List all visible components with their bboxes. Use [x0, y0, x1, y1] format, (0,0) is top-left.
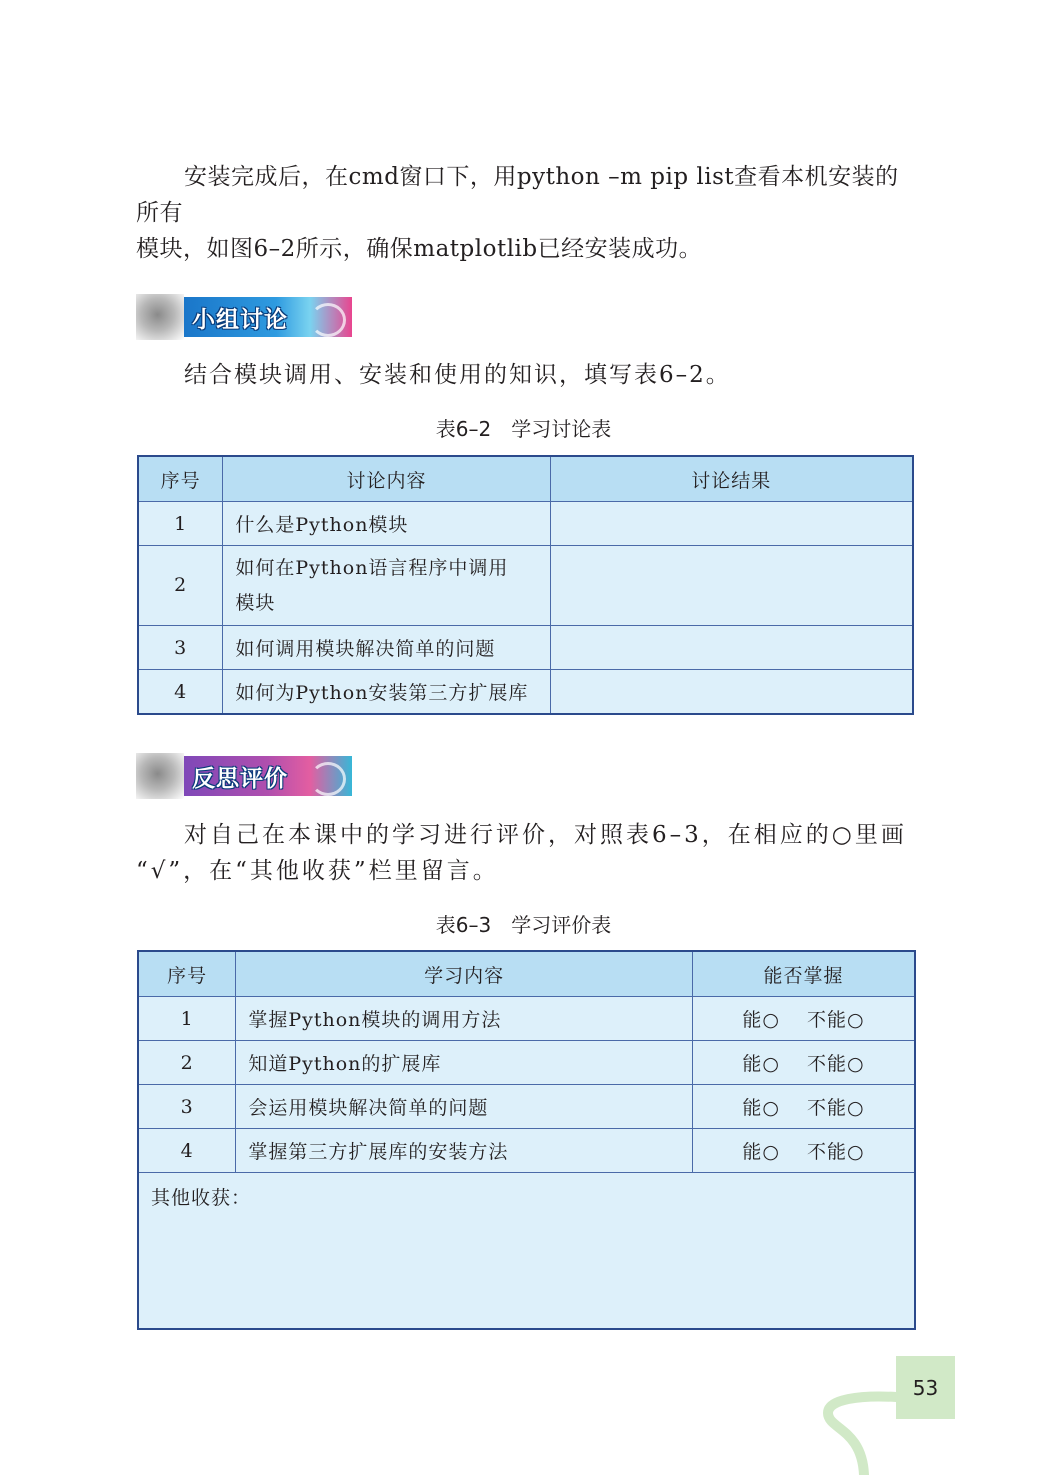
header-no: 序号 — [138, 951, 236, 997]
row-result[interactable] — [550, 502, 913, 546]
table-row — [138, 670, 913, 715]
page-curve-decoration-icon — [820, 1385, 900, 1475]
row-no: 3 — [138, 626, 223, 670]
table-row — [138, 626, 913, 670]
discussion-table — [137, 455, 914, 715]
table-row — [138, 502, 913, 546]
other-gains-row — [138, 1173, 915, 1330]
intro-line-1: 安装完成后，在cmd窗口下，用python –m pip list查看本机安装的所有 — [136, 164, 899, 226]
row-no: 4 — [138, 670, 223, 715]
mastery-options[interactable]: 能○ 不能○ — [693, 1129, 915, 1173]
discussion-banner-label — [184, 297, 352, 337]
table-header-row — [138, 456, 913, 502]
discussion-banner-text: 小组讨论 — [192, 307, 288, 333]
swirl-decoration-icon — [310, 762, 346, 796]
row-content-line-1: 如何在Python语言程序中调用 — [235, 556, 509, 579]
reflection-line-2: “√”，在“其他收获”栏里留言。 — [136, 858, 499, 884]
reflection-banner-text: 反思评价 — [192, 766, 288, 792]
row-result[interactable] — [550, 626, 913, 670]
row-content: 掌握Python模块的调用方法 — [236, 997, 693, 1041]
student-avatar-icon — [136, 753, 184, 799]
table-row — [138, 1129, 915, 1173]
header-mastery: 能否掌握 — [693, 951, 915, 997]
reflection-line-1: 对自己在本课中的学习进行评价，对照表6–3，在相应的○里画 — [184, 822, 907, 848]
mastery-options[interactable]: 能○ 不能○ — [693, 1085, 915, 1129]
row-no: 4 — [138, 1129, 236, 1173]
header-result: 讨论结果 — [550, 456, 913, 502]
table-row — [138, 997, 915, 1041]
row-result[interactable] — [550, 546, 913, 626]
table-header-row — [138, 951, 915, 997]
row-content-line-2: 模块 — [235, 591, 276, 614]
table-row — [138, 1041, 915, 1085]
table-row — [138, 546, 913, 626]
mastery-options[interactable]: 能○ 不能○ — [693, 1041, 915, 1085]
intro-line-2: 模块，如图6–2所示，确保matplotlib已经安装成功。 — [136, 236, 703, 262]
swirl-decoration-icon — [310, 303, 346, 337]
row-content: 如何为Python安装第三方扩展库 — [223, 670, 550, 715]
reflection-banner-label — [184, 756, 352, 796]
row-content: 会运用模块解决简单的问题 — [236, 1085, 693, 1129]
row-content: 掌握第三方扩展库的安装方法 — [236, 1129, 693, 1173]
header-content: 讨论内容 — [223, 456, 550, 502]
row-no: 1 — [138, 997, 236, 1041]
row-content: 什么是Python模块 — [223, 502, 550, 546]
student-avatar-icon — [136, 294, 184, 340]
table-row — [138, 1085, 915, 1129]
evaluation-table — [137, 950, 916, 1330]
row-no: 2 — [138, 1041, 236, 1085]
page-number: 53 — [896, 1356, 955, 1419]
discussion-banner — [136, 294, 352, 340]
discussion-prompt: 结合模块调用、安装和使用的知识，填写表6–2。 — [184, 362, 731, 388]
row-content: 如何调用模块解决简单的问题 — [223, 626, 550, 670]
row-no: 1 — [138, 502, 223, 546]
reflection-prompt — [136, 817, 916, 889]
table1-caption: 表6–2 学习讨论表 — [435, 417, 612, 441]
intro-paragraph — [136, 159, 916, 267]
table2-caption: 表6–3 学习评价表 — [435, 913, 612, 937]
mastery-options[interactable]: 能○ 不能○ — [693, 997, 915, 1041]
other-gains-field[interactable]: 其他收获： — [138, 1173, 915, 1330]
row-content: 知道Python的扩展库 — [236, 1041, 693, 1085]
row-result[interactable] — [550, 670, 913, 715]
row-content — [223, 546, 550, 626]
header-no: 序号 — [138, 456, 223, 502]
row-no: 2 — [138, 546, 223, 626]
reflection-banner — [136, 753, 352, 799]
header-content: 学习内容 — [236, 951, 693, 997]
row-no: 3 — [138, 1085, 236, 1129]
